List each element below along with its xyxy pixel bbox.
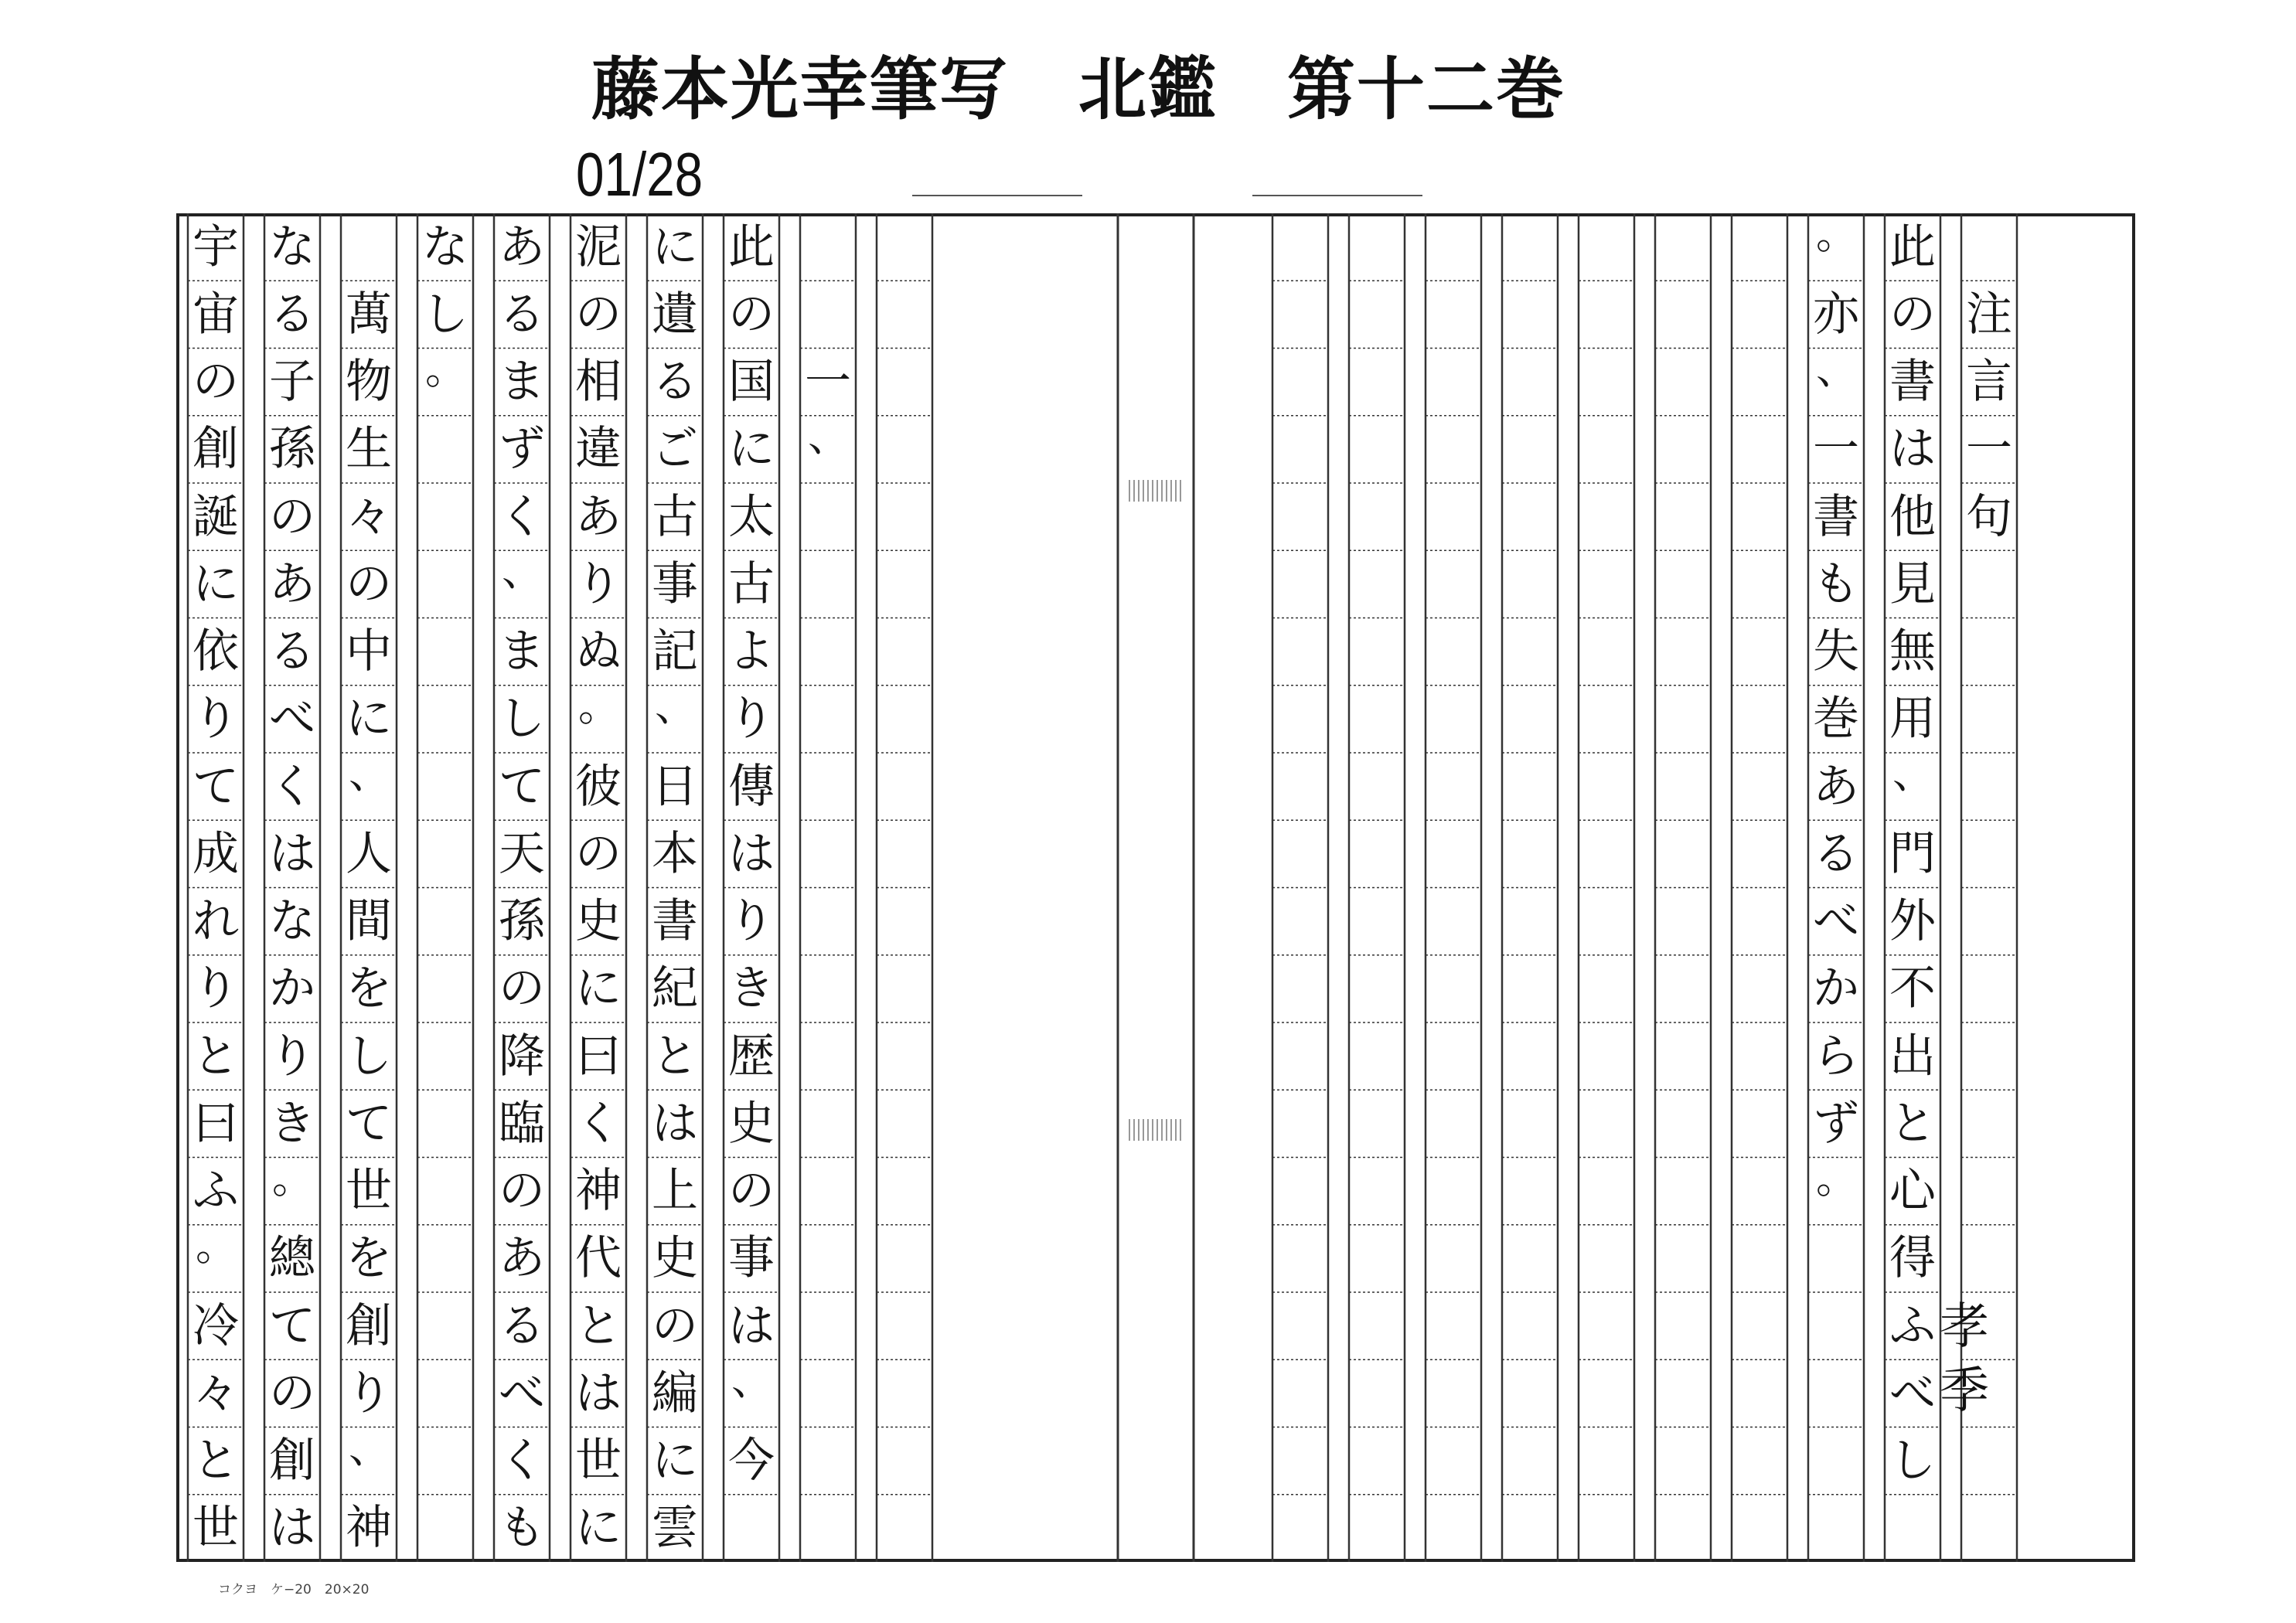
manuscript-char: れ <box>192 894 239 949</box>
manuscript-char: 。 <box>196 1220 237 1270</box>
manuscript-char: 本 <box>652 826 698 881</box>
manuscript-char: り <box>192 692 239 747</box>
manuscript-char: て <box>269 1298 315 1353</box>
manuscript-char: 相 <box>575 355 622 410</box>
manuscript-char: 神 <box>575 1164 622 1219</box>
manuscript-char: は <box>728 1298 775 1353</box>
manuscript-char: の <box>652 1298 698 1353</box>
manuscript-char <box>341 213 397 281</box>
manuscript-char: き <box>269 1096 315 1151</box>
column-17 <box>417 213 473 1562</box>
column-12 <box>800 213 856 1562</box>
manuscript-char: は <box>269 1501 315 1556</box>
manuscript-char: 太 <box>728 489 775 544</box>
manuscript-char: 世 <box>192 1501 239 1556</box>
manuscript-char: 歴 <box>728 1029 775 1084</box>
column-04 <box>1732 213 1787 1562</box>
manuscript-char: り <box>728 894 775 949</box>
manuscript-char: き <box>728 961 775 1016</box>
manuscript-char: あ <box>499 219 545 274</box>
manuscript-char: 古 <box>652 489 698 544</box>
manuscript-char: 用 <box>1889 692 1936 747</box>
manuscript-char: 間 <box>346 894 392 949</box>
manuscript-char: し <box>1889 1434 1936 1489</box>
manuscript-char: 泥 <box>575 219 622 274</box>
manuscript-char: 無 <box>1889 624 1936 679</box>
manuscript-char: ぬ <box>575 624 622 679</box>
manuscript-char: り <box>575 556 622 611</box>
manuscript-char: 事 <box>652 556 698 611</box>
manuscript-char: 他 <box>1889 489 1936 544</box>
manuscript-char <box>800 281 856 348</box>
manuscript-char: 事 <box>728 1231 775 1286</box>
manuscript-char: の <box>1889 287 1936 342</box>
manuscript-char: は <box>575 1366 622 1421</box>
manuscript-char: 。 <box>578 681 620 730</box>
manuscript-char: を <box>346 1231 392 1286</box>
manuscript-char: 失 <box>1813 624 1859 679</box>
manuscript-char: 門 <box>1889 826 1936 881</box>
manuscript-char: 傳 <box>728 759 775 814</box>
manuscript-char: を <box>346 961 392 1016</box>
manuscript-char: 外 <box>1889 894 1936 949</box>
manuscript-char: 神 <box>346 1501 392 1556</box>
manuscript-char: に <box>575 961 622 1016</box>
manuscript-char: 出 <box>1889 1029 1936 1084</box>
manuscript-char: の <box>499 1164 545 1219</box>
manuscript-char: 一 <box>805 355 851 410</box>
manuscript-char: し <box>346 1029 392 1084</box>
manuscript-char: に <box>652 219 698 274</box>
manuscript-char: 世 <box>575 1434 622 1489</box>
manuscript-char: 萬 <box>346 287 392 342</box>
manuscript-char: 紀 <box>652 961 698 1016</box>
manuscript-char: 依 <box>192 624 239 679</box>
manuscript-char: 總 <box>269 1231 315 1286</box>
column-20 <box>188 213 244 1562</box>
manuscript-char: 書 <box>652 894 698 949</box>
center-binding-band <box>1118 213 1194 1562</box>
manuscript-char: し <box>499 692 545 747</box>
manuscript-char: の <box>346 556 392 611</box>
manuscript-char: 物 <box>346 355 392 410</box>
manuscript-char: 一 <box>1813 422 1859 477</box>
manuscript-char: の <box>192 355 239 410</box>
manuscript-char: ふ <box>1889 1298 1936 1353</box>
manuscript-char: 世 <box>346 1164 392 1219</box>
manuscript-char: る <box>269 624 315 679</box>
header-rule-right <box>1252 195 1422 196</box>
manuscript-char: く <box>499 1434 545 1489</box>
manuscript-char: り <box>192 961 239 1016</box>
manuscript-char: 孫 <box>269 422 315 477</box>
column-10 <box>1272 213 1328 1562</box>
signature <box>1930 1295 1999 1450</box>
manuscript-char: と <box>575 1298 622 1353</box>
manuscript-char: 、 <box>349 1423 390 1472</box>
manuscript-char: 成 <box>192 826 239 881</box>
manuscript-char: 巻 <box>1813 692 1859 747</box>
manuscript-char: 遺 <box>652 287 698 342</box>
manuscript-char: ず <box>499 422 545 477</box>
manuscript-char: る <box>499 287 545 342</box>
manuscript-char: り <box>346 1366 392 1421</box>
manuscript-char: の <box>269 489 315 544</box>
manuscript-char: く <box>575 1096 622 1151</box>
signature-char: 季 <box>1940 1363 1989 1421</box>
manuscript-char: あ <box>499 1231 545 1286</box>
manuscript-char: よ <box>728 624 775 679</box>
manuscript-char: の <box>499 961 545 1016</box>
manuscript-char: ふ <box>192 1164 239 1219</box>
manuscript-char: 、 <box>1816 344 1858 393</box>
manuscript-char: の <box>269 1366 315 1421</box>
manuscript-char: 孫 <box>499 894 545 949</box>
page-number: 01/28 <box>576 140 703 209</box>
header-rule-left <box>912 195 1082 196</box>
manuscript-char: の <box>728 287 775 342</box>
manuscript-char: 曰 <box>575 1029 622 1084</box>
manuscript-char: る <box>1813 826 1859 881</box>
manuscript-char: な <box>422 219 468 274</box>
manuscript-char: 上 <box>652 1164 698 1219</box>
manuscript-char: ご <box>652 422 698 477</box>
manuscript-char: と <box>652 1029 698 1084</box>
paper-footer-text: コクヨ ケ−20 20×20 <box>218 1582 370 1597</box>
column-06 <box>1579 213 1634 1562</box>
manuscript-char: 句 <box>1966 489 2012 544</box>
manuscript-char: 曰 <box>192 1096 239 1151</box>
column-14 <box>647 213 703 1562</box>
manuscript-char: ら <box>1813 1029 1859 1084</box>
manuscript-char: 宙 <box>192 287 239 342</box>
manuscript-char: 々 <box>346 489 392 544</box>
manuscript-char: る <box>269 287 315 342</box>
column-11 <box>877 213 932 1562</box>
manuscript-char: 見 <box>1889 556 1936 611</box>
manuscript-char: あ <box>269 556 315 611</box>
manuscript-char: に <box>575 1501 622 1556</box>
manuscript-char: 誕 <box>192 489 239 544</box>
manuscript-char: 編 <box>652 1366 698 1421</box>
manuscript-char: 子 <box>269 355 315 410</box>
manuscript-char: と <box>192 1434 239 1489</box>
manuscript-char <box>1961 213 2017 281</box>
manuscript-char: 記 <box>652 624 698 679</box>
column-16 <box>494 213 550 1562</box>
manuscript-char: 一 <box>1966 422 2012 477</box>
manuscript-char: と <box>1889 1096 1936 1151</box>
manuscript-char: の <box>575 287 622 342</box>
manuscript-char: て <box>499 759 545 814</box>
manuscript-char: ず <box>1813 1096 1859 1151</box>
manuscript-char: も <box>499 1501 545 1556</box>
manuscript-char <box>800 213 856 281</box>
manuscript-char: 注 <box>1966 287 2012 342</box>
manuscript-char: に <box>192 556 239 611</box>
manuscript-char: な <box>269 219 315 274</box>
column-18 <box>341 213 397 1562</box>
manuscript-char: 創 <box>192 422 239 477</box>
manuscript-char: 雲 <box>652 1501 698 1556</box>
manuscript-char: 人 <box>346 826 392 881</box>
column-15 <box>571 213 626 1562</box>
manuscript-char: 。 <box>272 1153 314 1203</box>
manuscript-char: て <box>192 759 239 814</box>
manuscript-char: 、 <box>1892 749 1934 798</box>
manuscript-char: 生 <box>346 422 392 477</box>
manuscript-char: も <box>1813 556 1859 611</box>
manuscript-char: は <box>652 1096 698 1151</box>
manuscript-char: 心 <box>1889 1164 1936 1219</box>
column-03 <box>1808 209 1864 1562</box>
manuscript-char: の <box>575 826 622 881</box>
manuscript-char: く <box>499 489 545 544</box>
column-08 <box>1426 213 1481 1562</box>
manuscript-char: 降 <box>499 1029 545 1084</box>
manuscript-char: り <box>269 1029 315 1084</box>
manuscript-char: は <box>1889 422 1936 477</box>
manuscript-char: 得 <box>1889 1231 1936 1286</box>
column-07 <box>1502 213 1558 1562</box>
manuscript-char: る <box>652 355 698 410</box>
manuscript-char: 冷 <box>192 1298 239 1353</box>
manuscript-char: あ <box>1813 759 1859 814</box>
band-mark-bottom <box>1129 1119 1181 1141</box>
manuscript-char: 、 <box>808 411 850 461</box>
manuscript-char: 不 <box>1889 961 1936 1016</box>
manuscript-char: 書 <box>1813 489 1859 544</box>
manuscript-char: 々 <box>192 1366 239 1421</box>
manuscript-char: る <box>499 1298 545 1353</box>
manuscript-char: 臨 <box>499 1096 545 1151</box>
manuscript-char: 史 <box>575 894 622 949</box>
manuscript-char: 天 <box>499 826 545 881</box>
manuscript-char: 亦 <box>1813 287 1859 342</box>
manuscript-char: 彼 <box>575 759 622 814</box>
band-mark-top <box>1129 480 1181 502</box>
manuscript-char: 、 <box>502 546 543 596</box>
column-05 <box>1655 213 1711 1562</box>
column-09 <box>1349 213 1405 1562</box>
manuscript-char: あ <box>575 489 622 544</box>
signature-char: 孝 <box>1940 1298 1989 1356</box>
manuscript-char: 古 <box>728 556 775 611</box>
manuscript-char: 。 <box>425 344 467 393</box>
manuscript-char: 此 <box>728 219 775 274</box>
manuscript-char: く <box>269 759 315 814</box>
manuscript-char: か <box>269 961 315 1016</box>
column-13 <box>724 213 779 1562</box>
manuscript-char: な <box>269 894 315 949</box>
manuscript-char: に <box>346 692 392 747</box>
manuscript-char: 創 <box>346 1298 392 1353</box>
manuscript-sheet <box>176 209 2135 1562</box>
manuscript-char: 国 <box>728 355 775 410</box>
manuscript-char: べ <box>1889 1366 1936 1421</box>
manuscript-char: 言 <box>1966 355 2012 410</box>
manuscript-char: 代 <box>575 1231 622 1286</box>
manuscript-char: 中 <box>346 624 392 679</box>
manuscript-char: 違 <box>575 422 622 477</box>
manuscript-char: ま <box>499 355 545 410</box>
column-19 <box>264 213 320 1562</box>
manuscript-char: か <box>1813 961 1859 1016</box>
manuscript-char: て <box>346 1096 392 1151</box>
manuscript-char: ま <box>499 624 545 679</box>
manuscript-char: の <box>728 1164 775 1219</box>
manuscript-char: は <box>728 826 775 881</box>
manuscript-char: 、 <box>655 681 697 730</box>
manuscript-char: べ <box>1813 894 1859 949</box>
manuscript-char: 。 <box>1816 1153 1858 1203</box>
manuscript-char: に <box>652 1434 698 1489</box>
manuscript-char: 、 <box>731 1356 773 1405</box>
manuscript-char: は <box>269 826 315 881</box>
manuscript-char: 創 <box>269 1434 315 1489</box>
manuscript-char: べ <box>499 1366 545 1421</box>
manuscript-char: 。 <box>1816 209 1858 258</box>
manuscript-char: と <box>192 1029 239 1084</box>
manuscript-char: 史 <box>728 1096 775 1151</box>
manuscript-char: 日 <box>652 759 698 814</box>
manuscript-char: 宇 <box>192 219 239 274</box>
manuscript-char: 史 <box>652 1231 698 1286</box>
manuscript-char: 、 <box>349 749 390 798</box>
manuscript-char: し <box>422 287 468 342</box>
manuscript-char: 書 <box>1889 355 1936 410</box>
manuscript-char: 此 <box>1889 219 1936 274</box>
manuscript-char: べ <box>269 692 315 747</box>
manuscript-char: に <box>728 422 775 477</box>
manuscript-char: り <box>728 692 775 747</box>
manuscript-char: 今 <box>728 1434 775 1489</box>
document-title: 藤本光幸筆写 北鑑 第十二巻 <box>591 49 1566 129</box>
